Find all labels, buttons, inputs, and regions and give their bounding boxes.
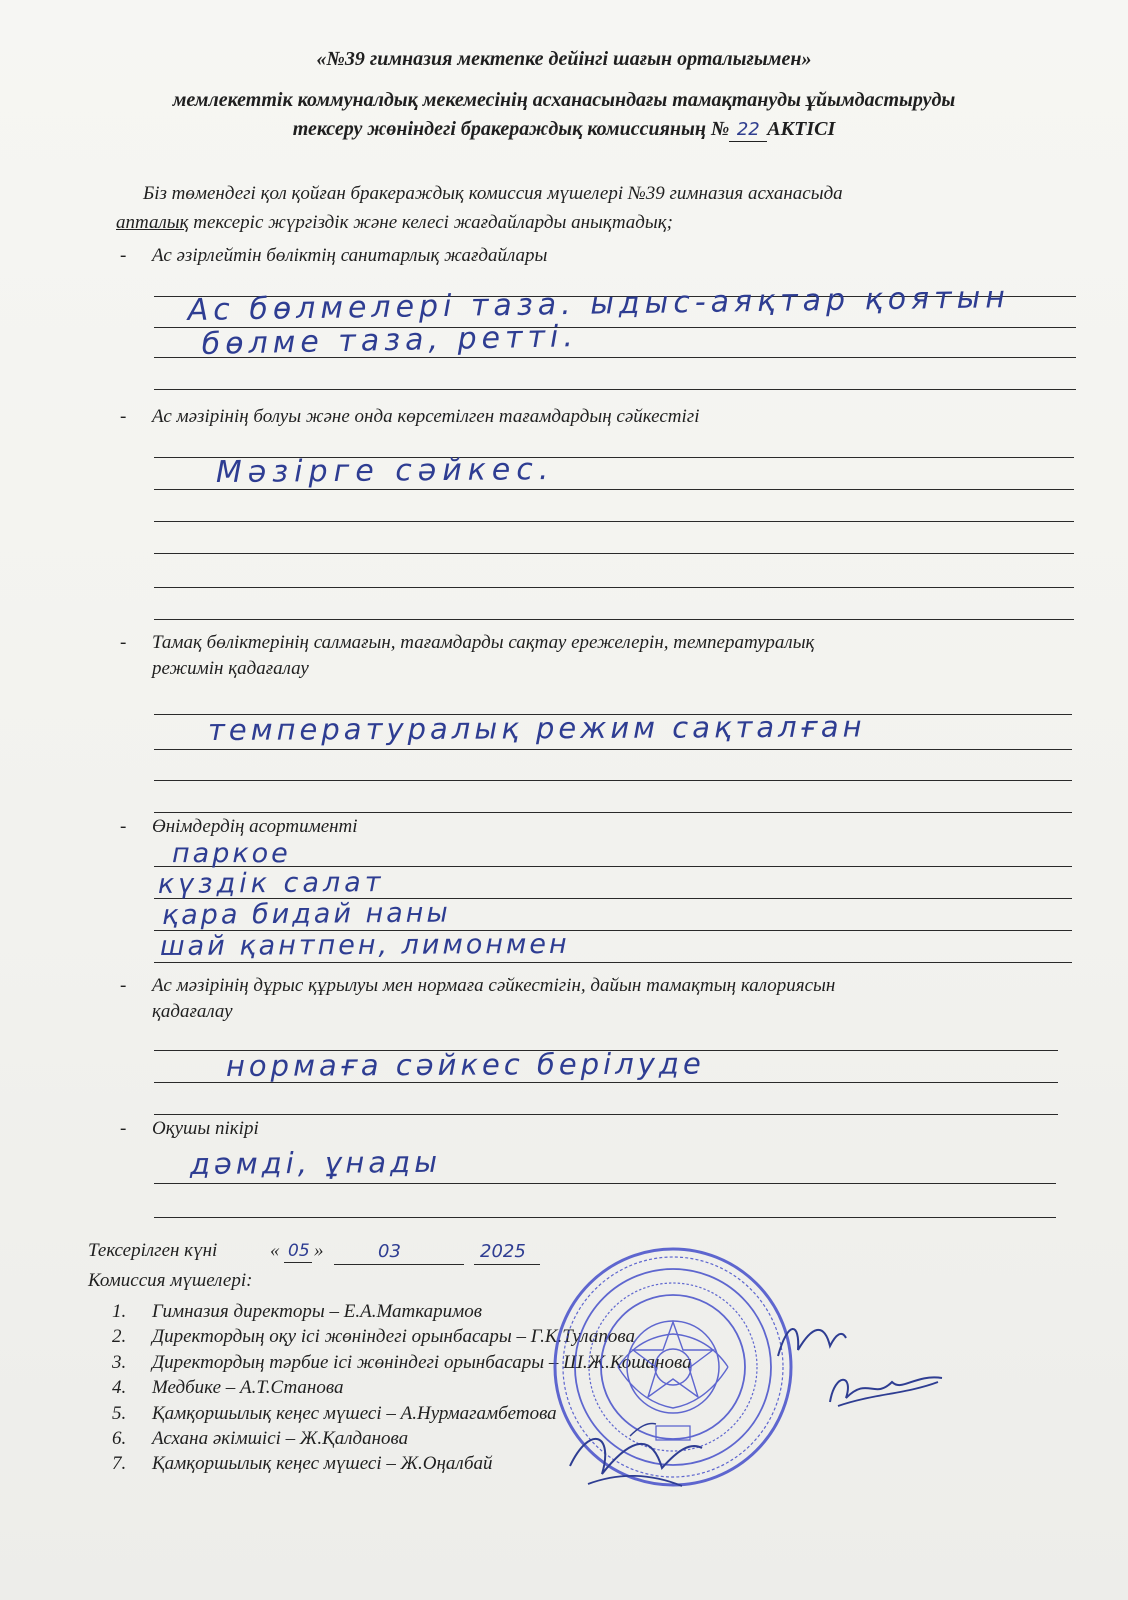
section-2-title: Ас мәзірінің болуы және онда көрсетілген тағамдардың сәйкестігі — [152, 406, 700, 427]
bullet: - — [120, 632, 127, 653]
section-1-title: Ас әзірлейтін бөліктің санитарлық жағдайлары — [152, 245, 548, 266]
check-date-year: 2025 — [480, 1241, 526, 1262]
signature-icon — [820, 1364, 950, 1424]
intro-line-2 — [116, 208, 1036, 237]
answer-line — [154, 962, 1072, 963]
title-line-3 — [0, 114, 1128, 145]
handwriting-section-1-line-1: Ас бөлмелері таза. ыдыс-аяқтар қоятын — [187, 280, 1011, 328]
bullet: - — [120, 816, 127, 837]
member-text: Қамқоршылық кеңес мүшесі – А.Нурмагамбетова — [152, 1402, 557, 1424]
intro-line-2-rest: тексеріс жүргіздік және келесі жағдайларды анықтадық; — [188, 212, 673, 233]
commission-title: Комиссия мүшелері: — [88, 1270, 253, 1291]
handwriting-section-4-line-1: паркое — [172, 838, 291, 869]
check-date-close-quote: » — [314, 1240, 324, 1261]
handwriting-section-5-line-1: нормаға сәйкес берілуде — [225, 1046, 705, 1083]
title-line-3-prefix: тексеру жөніндегі бракераждық комиссияның № — [292, 118, 730, 140]
section-5-title-line-2: қадағалау — [152, 1001, 233, 1022]
signature-icon — [770, 1312, 850, 1372]
section-4-label — [120, 813, 358, 841]
member-text: Асхана әкімшісі – Ж.Қалданова — [152, 1428, 409, 1450]
member-number: 1. — [112, 1301, 127, 1322]
handwriting-section-4-line-3: қара бидай наны — [161, 897, 451, 931]
handwriting-section-1-line-2: бөлме таза, ретті. — [201, 319, 579, 362]
member-number: 5. — [112, 1402, 127, 1424]
section-3-title-line-2: режимін қадағалау — [152, 658, 309, 679]
year-slot-line — [474, 1264, 540, 1265]
member-text: Медбике – А.Т.Станова — [152, 1377, 344, 1399]
answer-line — [154, 749, 1072, 750]
bullet: - — [120, 1118, 127, 1139]
act-number-slot — [729, 114, 767, 145]
section-4-title: Өнімдердің асортименті — [152, 816, 358, 837]
member-text: Қамқоршылық кеңес мүшесі – Ж.Оңалбай — [152, 1453, 493, 1475]
handwriting-section-2-line-1: Мәзірге сәйкес. — [215, 452, 555, 490]
check-date-label: Тексерілген күні — [88, 1240, 218, 1261]
check-date-day: 05 — [288, 1241, 310, 1261]
section-6-label — [120, 1115, 259, 1143]
member-text: Директордың оқу ісі жөніндегі орынбасары – Г.К.Тулапова — [152, 1326, 635, 1348]
signature-icon — [560, 1416, 710, 1501]
handwriting-section-3-line-1: температуралық режим сақталған — [207, 709, 866, 747]
bullet: - — [120, 245, 127, 266]
answer-line — [154, 587, 1074, 588]
bullet: - — [120, 975, 127, 996]
handwriting-section-6-line-1: дәмді, ұнады — [189, 1144, 442, 1181]
section-6-title: Оқушы пікірі — [152, 1118, 259, 1139]
member-number: 7. — [112, 1453, 127, 1475]
member-number: 2. — [112, 1326, 127, 1348]
member-number: 3. — [112, 1351, 127, 1373]
answer-line — [154, 780, 1072, 781]
section-3-label — [120, 629, 814, 657]
month-slot-line — [334, 1264, 464, 1265]
title-line-3-suffix: АКТІСІ — [767, 118, 836, 140]
answer-line — [154, 389, 1076, 390]
answer-line — [154, 1217, 1056, 1218]
answer-line — [154, 553, 1074, 554]
day-slot-line — [284, 1262, 312, 1263]
title-line-2: мемлекеттік коммуналдық мекемесінің асханасындағы тамақтануды ұйымдастыруды — [172, 89, 956, 111]
intro-line-1: Біз төмендегі қол қойған бракераждық комиссия мүшелері №39 гимназия асханасыда — [143, 183, 843, 204]
answer-line — [154, 1114, 1058, 1115]
handwriting-section-4-line-2: күздік салат — [157, 867, 385, 900]
member-number: 4. — [112, 1377, 127, 1399]
answer-line — [154, 619, 1074, 620]
answer-line — [154, 1183, 1056, 1184]
section-3-title-line-1: Тамақ бөліктерінің салмағын, тағамдарды сақтау ережелерін, температуралық — [152, 632, 815, 653]
section-5-title-line-1: Ас мәзірінің дұрыс құрылуы мен нормаға сәйкестігін, дайын тамақтың калориясын — [152, 975, 836, 996]
member-number: 6. — [112, 1428, 127, 1450]
check-date-open-quote: « — [270, 1240, 280, 1261]
answer-line — [154, 521, 1074, 522]
title-line-1: «№39 гимназия мектепке дейінгі шағын орталығымен» — [316, 48, 812, 70]
section-2-label — [120, 403, 699, 431]
handwriting-section-4-line-4: шай қантпен, лимонмен — [159, 928, 570, 962]
act-number: 22 — [736, 119, 760, 140]
section-1-label — [120, 242, 547, 270]
member-text: Гимназия директоры – Е.А.Маткаримов — [152, 1301, 483, 1322]
check-date-month: 03 — [378, 1241, 401, 1262]
member-text: Директордың тәрбие ісі жөніндегі орынбасары – Ш.Ж.Кошанова — [152, 1351, 692, 1373]
period-word: апталық — [116, 212, 189, 233]
section-5-label — [120, 972, 835, 1000]
bullet: - — [120, 406, 127, 427]
